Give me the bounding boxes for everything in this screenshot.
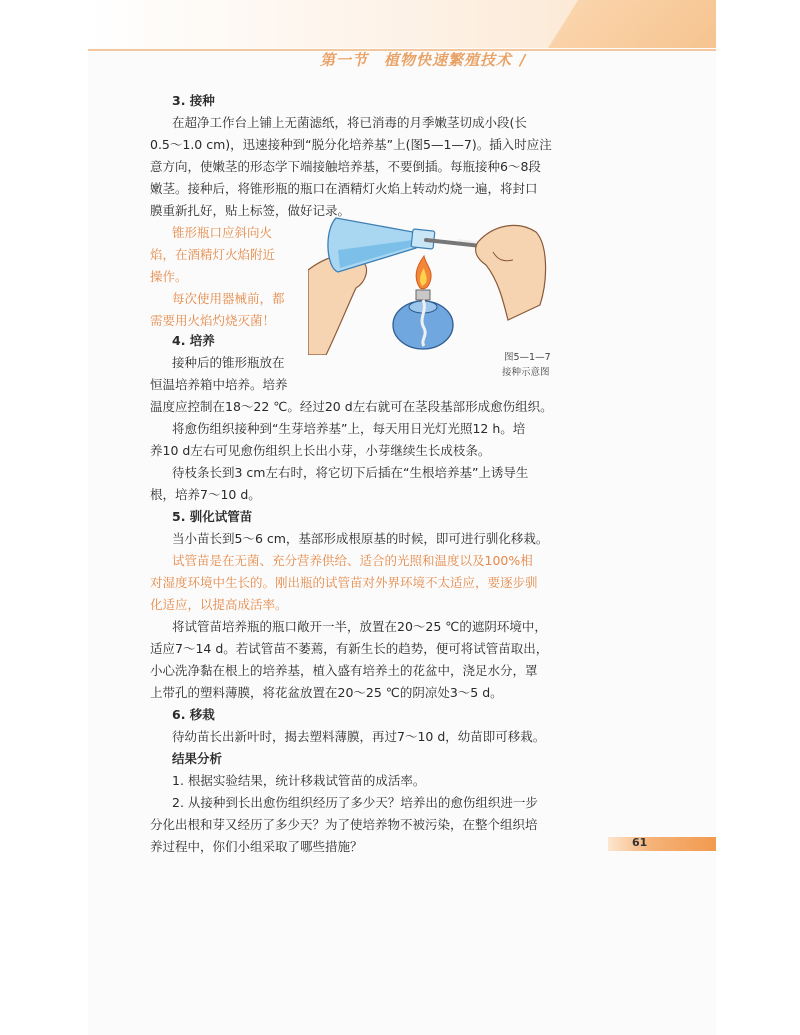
section-4-heading: 4. 培养 bbox=[172, 333, 215, 348]
section-4-line: 将愈伤组织接种到“生芽培养基”上，每天用日光灯光照12 h。培 bbox=[172, 421, 526, 436]
section-3-line: 意方向，使嫩茎的形态学下端接触培养基，不要倒插。每瓶接种6～8段 bbox=[150, 159, 541, 174]
chapter-title bbox=[320, 49, 527, 71]
section-4-line: 养10 d左右可见愈伤组织上长出小芽，小芽继续生长成枝条。 bbox=[150, 443, 491, 458]
section-3-line: 0.5～1.0 cm)，迅速接种到“脱分化培养基”上(图5—1—7)。插入时应注 bbox=[150, 137, 552, 152]
results-line: 1. 根据实验结果，统计移栽试管苗的成活率。 bbox=[172, 773, 426, 788]
section-5-highlight-line: 试管苗是在无菌、充分营养供给、适合的光照和温度以及100%相 bbox=[172, 553, 533, 568]
side-note-line: 操作。 bbox=[150, 269, 188, 284]
results-line: 养过程中，你们小组采取了哪些措施？ bbox=[150, 839, 363, 854]
figure-caption: 接种示意图 bbox=[502, 367, 550, 378]
section-3-line: 嫩茎。接种后，将锥形瓶的瓶口在酒精灯火焰上转动灼烧一遍，将封口 bbox=[150, 181, 538, 196]
results-line: 2. 从接种到长出愈伤组织经历了多少天？培养出的愈伤组织进一步 bbox=[172, 795, 538, 810]
section-4-line: 待枝条长到3 cm左右时，将它切下后插在“生根培养基”上诱导生 bbox=[172, 465, 529, 480]
page-number-badge bbox=[608, 837, 716, 851]
section-5-line: 小心洗净黏在根上的培养基，植入盛有培养土的花盆中，浇足水分，罩 bbox=[150, 663, 538, 678]
section-5-line: 上带孔的塑料薄膜，将花盆放置在20～25 ℃的阴凉处3～5 d。 bbox=[150, 685, 503, 700]
section-4-line: 根，培养7～10 d。 bbox=[150, 487, 261, 502]
section-6-heading: 6. 移栽 bbox=[172, 707, 215, 722]
section-5-highlight-line: 对湿度环境中生长的。刚出瓶的试管苗对外界环境不太适应，要逐步驯 bbox=[150, 575, 538, 590]
section-4-line: 温度应控制在18～22 ℃。经过20 d左右就可在茎段基部形成愈伤组织。 bbox=[150, 399, 553, 414]
section-3-line: 膜重新扎好，贴上标签，做好记录。 bbox=[150, 203, 351, 218]
section-5-line: 当小苗长到5～6 cm，基部形成根原基的时候，即可进行驯化移栽。 bbox=[172, 531, 549, 546]
section-3-line: 在超净工作台上铺上无菌滤纸，将已消毒的月季嫩茎切成小段(长 bbox=[172, 115, 527, 130]
chapter-title-slash: / bbox=[520, 51, 527, 69]
results-heading: 结果分析 bbox=[172, 751, 223, 766]
page-number: 61 bbox=[632, 836, 648, 849]
chapter-title-text: 第一节 植物快速繁殖技术 bbox=[320, 51, 513, 69]
side-note-line: 每次使用器械前，都 bbox=[172, 291, 285, 306]
side-note-line: 焰，在酒精灯火焰附近 bbox=[150, 247, 276, 262]
results-line: 分化出根和芽又经历了多少天？为了使培养物不被污染，在整个组织培 bbox=[150, 817, 538, 832]
inoculation-illustration bbox=[308, 210, 548, 355]
side-note-line: 需要用火焰灼烧灭菌！ bbox=[150, 313, 276, 328]
section-6-line: 待幼苗长出新叶时，揭去塑料薄膜，再过7～10 d，幼苗即可移栽。 bbox=[172, 729, 546, 744]
figure-number: 图5—1—7 bbox=[504, 352, 551, 363]
section-5-line: 适应7～14 d。若试管苗不萎蔫，有新生长的趋势，便可将试管苗取出， bbox=[150, 641, 549, 656]
section-5-line: 将试管苗培养瓶的瓶口敞开一半，放置在20～25 ℃的遮阴环境中， bbox=[172, 619, 547, 634]
section-3-heading: 3. 接种 bbox=[172, 93, 215, 108]
section-4-line: 接种后的锥形瓶放在 bbox=[172, 355, 285, 370]
section-5-highlight-line: 化适应，以提高成活率。 bbox=[150, 597, 288, 612]
section-4-line: 恒温培养箱中培养。培养 bbox=[150, 377, 288, 392]
side-note-line: 锥形瓶口应斜向火 bbox=[172, 225, 273, 240]
section-5-heading: 5. 驯化试管苗 bbox=[172, 509, 253, 524]
